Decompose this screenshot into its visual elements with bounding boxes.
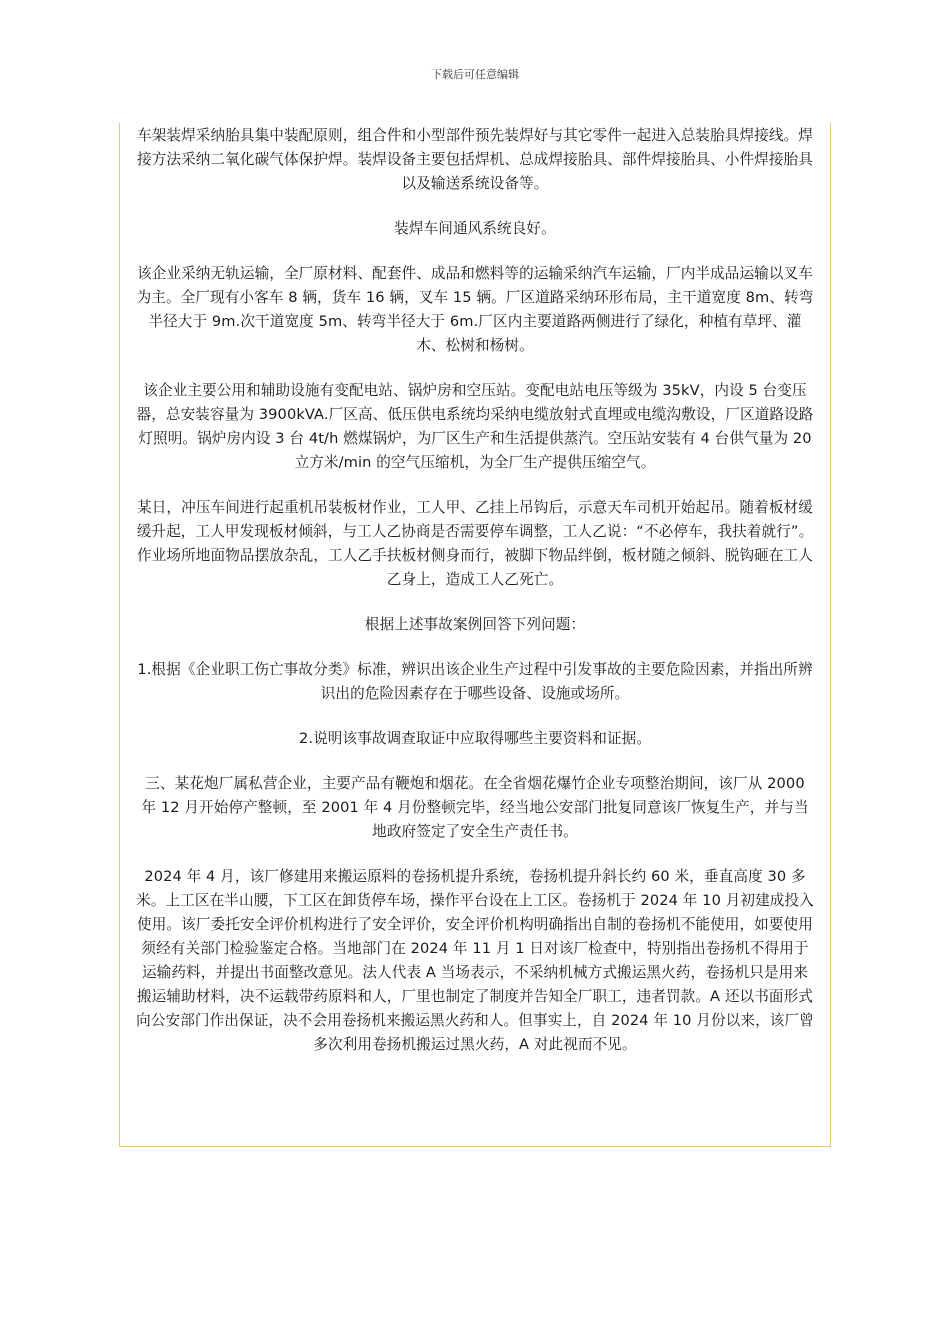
document-body (136, 124, 814, 1077)
paragraph-question-1: 1.根据《企业职工伤亡事故分类》标准，辨识出该企业生产过程中引发事故的主要危险因素，并指出所辨识出的危险因素存在于哪些设备、设施或场所。 (137, 661, 813, 702)
paragraph-question-2: 2.说明该事故调查取证中应取得哪些主要资料和证据。 (298, 730, 652, 747)
paragraph-question-intro: 根据上述事故案例回答下列问题： (364, 616, 586, 633)
paragraph-utilities: 该企业主要公用和辅助设施有变配电站、锅炉房和空压站。变配电站电压等级为 35kV，内设 5 台变压器，总安装容量为 3900kVA.厂区高、低压供电系统均采纳电缆放射式直埋或电缆沟敷设，厂区道路设路灯照明。锅炉房内设 3 台 4t/h 燃煤锅炉，为厂区生产和生活提供蒸汽。空压站安装有 4 台供气量为 20 立方米/min 的空气压缩机，为全厂生产提供压缩空气。 (136, 382, 814, 471)
page-header: 下载后可任意编辑 (431, 68, 519, 81)
paragraph-accident: 某日，冲压车间进行起重机吊装板材作业，工人甲、乙挂上吊钩后，示意天车司机开始起吊。随着板材缓缓升起，工人甲发现板材倾斜，与工人乙协商是否需要停车调整，工人乙说：“不必停车，我扶着就行”。作业场所地面物品摆放杂乱，工人乙手扶板材侧身而行，被脚下物品绊倒，板材随之倾斜、脱钩砸在工人乙身上，造成工人乙死亡。 (136, 499, 814, 588)
paragraph-transport: 该企业采纳无轨运输，全厂原材料、配套件、成品和燃料等的运输采纳汽车运输，厂内半成品运输以叉车为主。全厂现有小客车 8 辆，货车 16 辆，叉车 15 辆。厂区道路采纳环形布局，主干道宽度 8m、转弯半径大于 9m.次干道宽度 5m、转弯半径大于 6m.厂区内主要道路两侧进行了绿化，种植有草坪、灌木、松树和杨树。 (136, 265, 814, 354)
paragraph-hoist-system: 2024 年 4 月，该厂修建用来搬运原料的卷扬机提升系统，卷扬机提升斜长约 60 米，垂直高度 30 多米。上工区在半山腰，下工区在卸货停车场，操作平台设在上工区。卷扬机于 2024 年 10 月初建成投入使用。该厂委托安全评价机构进行了安全评价，安全评价机构明确指出自制的卷扬机不能使用，如要使用须经有关部门检验鉴定合格。当地部门在 2024 年 11 月 1 日对该厂检查中，特别指出卷扬机不得用于运输药料，并提出书面整改意见。法人代表 A 当场表示，不采纳机械方式搬运黑火药，卷扬机只是用来搬运辅助材料，决不运载带药原料和人，厂里也制定了制度并告知全厂职工，违者罚款。A 还以书面形式向公安部门作出保证，决不会用卷扬机来搬运黑火药和人。但事实上，自 2024 年 10 月份以来，该厂曾多次利用卷扬机搬运过黑火药，A 对此视而不见。 (136, 868, 814, 1053)
paragraph-ventilation: 装焊车间通风系统良好。 (394, 220, 556, 237)
paragraph-welding-assembly: 车架装焊采纳胎具集中装配原则，组合件和小型部件预先装焊好与其它零件一起进入总装胎具焊接线。焊接方法采纳二氧化碳气体保护焊。装焊设备主要包括焊机、总成焊接胎具、部件焊接胎具、小件焊接胎具以及输送系统设备等。 (137, 127, 813, 192)
paragraph-case-three: 三、某花炮厂属私营企业，主要产品有鞭炮和烟花。在全省烟花爆竹企业专项整治期间，该厂从 2000 年 12 月开始停产整顿，至 2001 年 4 月份整顿完毕，经当地公安部门批复同意该厂恢复生产，并与当地政府签定了安全生产责任书。 (141, 775, 809, 840)
